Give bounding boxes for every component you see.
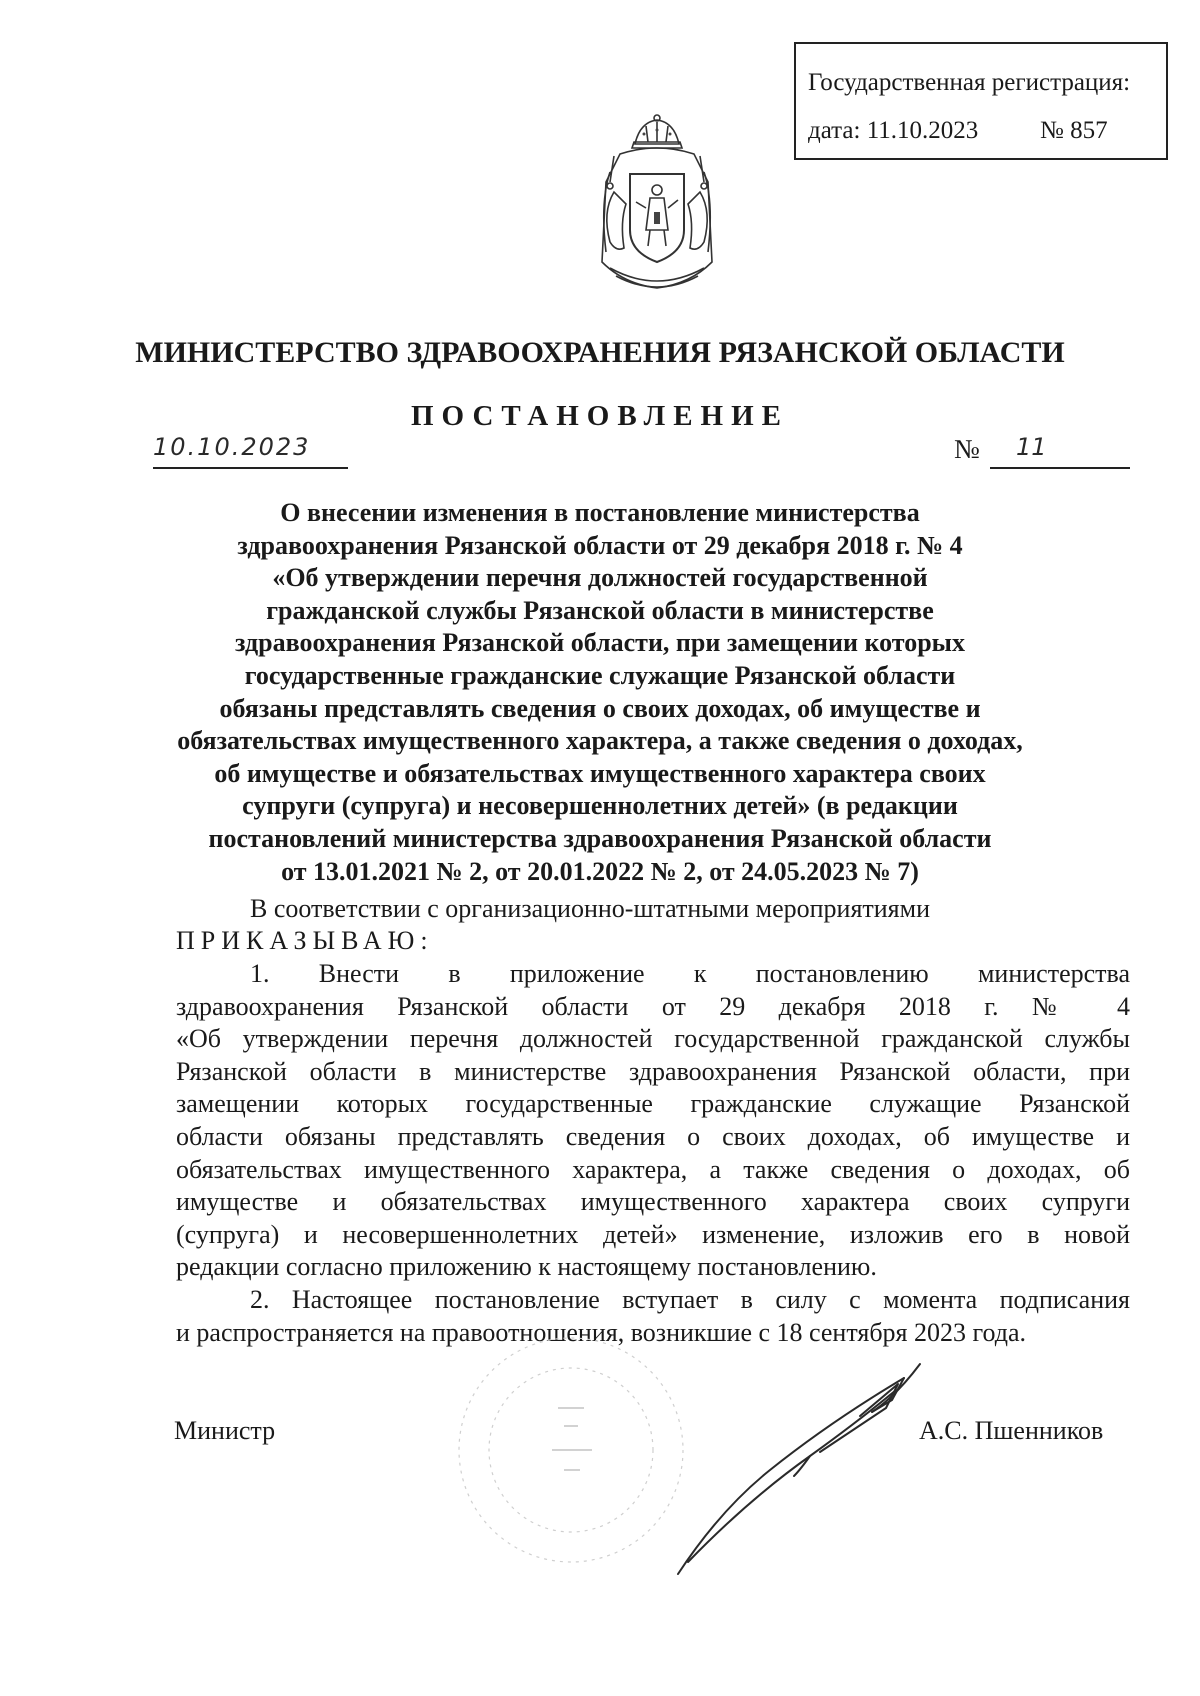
- title-line: государственные гражданские служащие Рязанской области: [244, 660, 956, 690]
- paragraph-1-line: 1. Внести в приложение к постановлению министерства: [250, 959, 1130, 988]
- paragraph-1-line: здравоохранения Рязанской области от 29 декабря 2018 г. № 4: [176, 991, 1130, 1021]
- title-line: об имуществе и обязательствах имущественного характера своих: [214, 758, 986, 788]
- signer-position: Министр: [174, 1416, 276, 1445]
- paragraph-1-line: обязательствах имущественного характера, а также сведения о доходах, об: [176, 1154, 1130, 1184]
- paragraph-1-line: редакции согласно приложению к настоящему постановлению.: [176, 1252, 877, 1282]
- registration-number: № 857: [1040, 117, 1108, 144]
- ministry-name: МИНИСТЕРСТВО ЗДРАВООХРАНЕНИЯ РЯЗАНСКОЙ ОБЛАСТИ: [135, 336, 1065, 369]
- registration-title: Государственная регистрация:: [808, 69, 1131, 96]
- paragraph-1-line: имуществе и обязательствах имущественного характера своих супруги: [176, 1187, 1130, 1217]
- faded-seal-icon: [446, 1330, 696, 1570]
- number-label: №: [954, 434, 980, 464]
- signature-icon: [660, 1360, 980, 1580]
- paragraph-1-line: замещении которых государственные гражданские служащие Рязанской: [176, 1089, 1130, 1119]
- title-line: здравоохранения Рязанской области, при замещении которых: [235, 628, 965, 658]
- paragraph-2-line: и распространяется на правоотношения, возникшие с 18 сентября 2023 года.: [176, 1317, 1027, 1347]
- order-word: ПРИКАЗЫВАЮ:: [176, 926, 434, 955]
- registration-stamp: [794, 42, 1168, 160]
- document-type: ПОСТАНОВЛЕНИЕ: [410, 400, 789, 432]
- title-line: обязательствах имущественного характера, а также сведения о доходах,: [177, 726, 1023, 756]
- paragraph-1-line: Рязанской области в министерстве здравоохранения Рязанской области, при: [176, 1056, 1130, 1086]
- body-text: [176, 958, 1130, 1349]
- handwritten-number: 11: [1016, 433, 1047, 461]
- title-line: супруги (супруга) и несовершеннолетних детей» (в редакции: [242, 791, 958, 821]
- title-line: здравоохранения Рязанской области от 29 декабря 2018 г. № 4: [237, 530, 963, 560]
- signer-name: А.С. Пшенников: [919, 1416, 1104, 1445]
- number-underline: [990, 427, 1130, 469]
- basis-text: В соответствии с организационно-штатными мероприятиями: [250, 894, 931, 923]
- paragraph-1-line: «Об утверждении перечня должностей государственной гражданской службы: [176, 1024, 1130, 1054]
- paragraph-1-line: (супруга) и несовершеннолетних детей» изменение, изложив его в новой: [176, 1219, 1130, 1249]
- paragraph-1-line: области обязаны представлять сведения о своих доходах, об имуществе и: [176, 1121, 1130, 1151]
- title-line: гражданской службы Рязанской области в министерстве: [266, 595, 934, 625]
- title-line: О внесении изменения в постановление министерства: [280, 498, 920, 527]
- title-line: «Об утверждении перечня должностей государственной: [272, 563, 928, 593]
- title-line: от 13.01.2021 № 2, от 20.01.2022 № 2, от 24.05.2023 № 7): [281, 856, 919, 886]
- registration-date: дата: 11.10.2023: [808, 117, 979, 144]
- title-line: постановлений министерства здравоохранения Рязанской области: [208, 823, 992, 853]
- handwritten-date: 10.10.2023: [153, 427, 348, 469]
- document-title: [120, 497, 1080, 888]
- paragraph-2-line: 2. Настоящее постановление вступает в силу с момента подписания: [250, 1284, 1130, 1314]
- coat-of-arms-icon: [580, 112, 734, 292]
- title-line: обязаны представлять сведения о своих доходах, об имуществе и: [219, 693, 981, 723]
